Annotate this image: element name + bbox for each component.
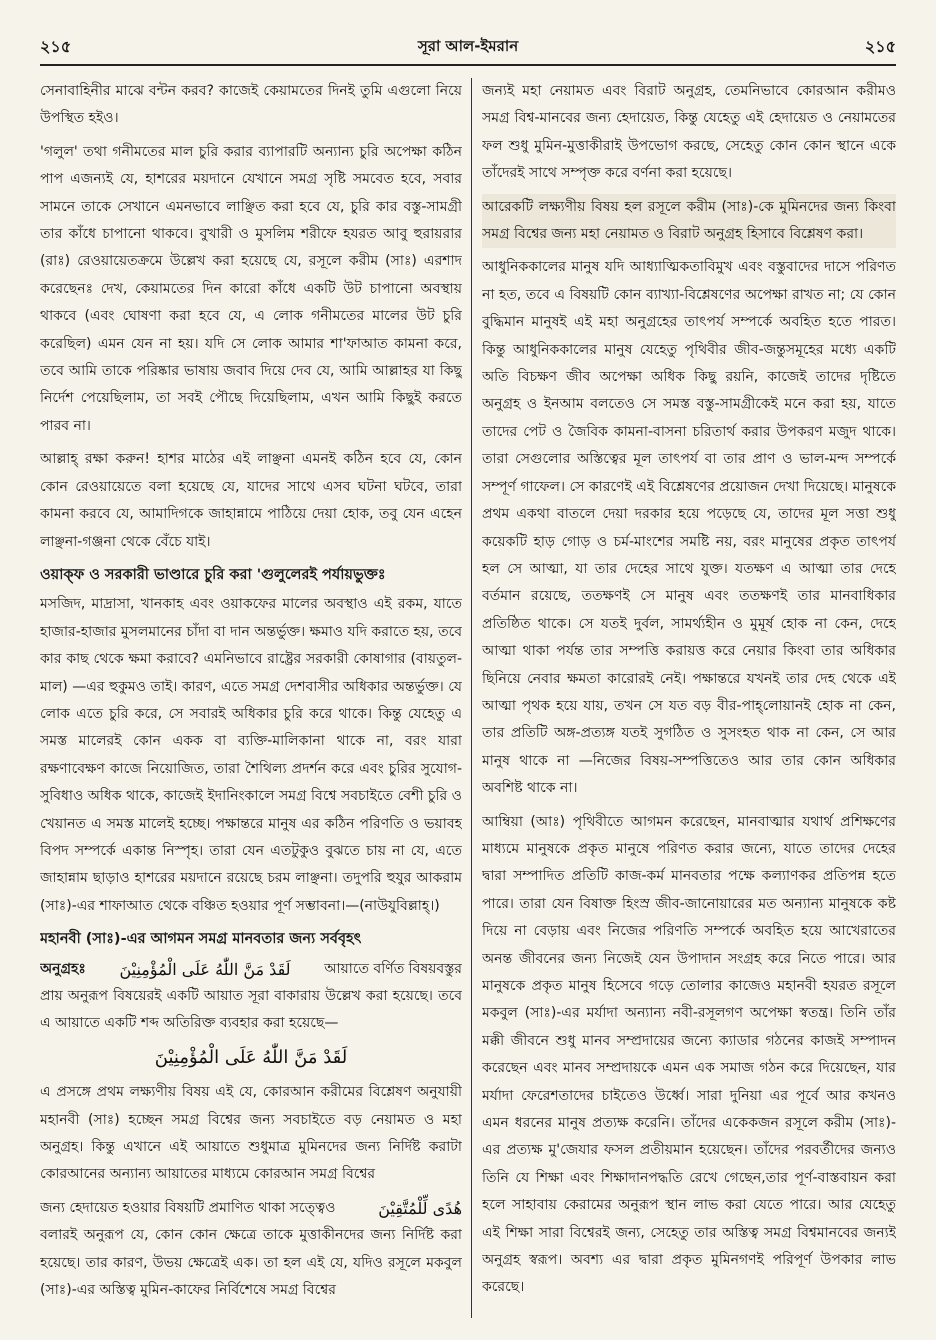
inline-text: জন্য হেদায়েত হওয়ার বিষয়টি প্রমাণিত থাকা সত্ত্বেও xyxy=(40,1199,336,1216)
paragraph: আধুনিককালের মানুষ যদি আধ্যাত্মিকতাবিমুখ এবং বস্তুবাদের দাসে পরিণত না হত, তবে এ বিষয়টি কোন ব্যাখ্যা-বিশ্লেষণের অপেক্ষা রাখত না; যে কোন বুদ্ধিমান মানুষই এই মহা অনুগ্রহের তাৎপর্য সম্পর্কে অবহিত হতে পারত। কিন্তু আধুনিককালের মানুষ যেহেতু পৃথিবীর জীব-জন্তুসমূহের মধ্যে একটি অতি বিচক্ষণ জীব অপেক্ষা অধিক কিছু রয়নি, কাজেই তাদের দৃষ্টিতে অনুগ্রহ ও ইনআম বলতেও সে সমস্ত বস্তু-সামগ্রীকেই মনে করা হয়, যাতে তাদের পেট ও জৈবিক কামনা-বাসনা চরিতার্থ করার উপকরণ মজুদ থাকে। তারা সেগুলোর অস্তিত্বের মূল তাৎপর্য বা তার প্রাণ ও ভাল-মন্দ সম্পর্কে সম্পূর্ণ গাফেল। সে কারণেই এই বিশ্লেষণের প্রয়োজন দেখা দিয়েছে। মানুষকে প্রথম একথা বাতলে দেয়া দরকার হয়ে পড়েছে যে, তাদের মূল সত্তা শুধু কয়েকটি হাড় গোড় ও চর্ম-মাংশের সমষ্টি নয়, বরং মানুষের প্রকৃত তাৎপর্য হল সে আত্মা, যা তার দেহের সাথে যুক্ত। যতক্ষণ এ আত্মা তার দেহে বর্তমান রয়েছে, ততক্ষণই সে মানুষ এবং ততক্ষণই তার মানবাধিকার প্রতিষ্ঠিত থাকে। সে যতই দুর্বল, সামর্থ্যহীন ও মুমূর্ষ হোক না কেন, দেহে আত্মা থাকা পর্যন্ত তার সম্পত্তি করায়ত্ত করে নেয়ার কিংবা তার অধিকার ছিনিয়ে নেবার ক্ষমতা কারোরই নেই। পক্ষান্তরে যখনই তার দেহ থেকে এই আত্মা পৃথক হয়ে যায়, তখন সে যত বড় বীর-পাহ্‌লোয়ানই হোক না কেন, তার প্রতিটি অঙ্গ-প্রত্যঙ্গ যতই সুগঠিত ও সুসংহত থাক না কেন, সে আর মানুষ থাকে না —নিজের বিষয়-সম্পত্তিতেও আর তার কোন অধিকার অবশিষ্ট থাকে না। xyxy=(482,259,896,797)
paragraph: জন্যই মহা নেয়ামত এবং বিরাট অনুগ্রহ, তেমনিভাবে কোরআন করীমও সমগ্র বিশ্ব-মানবের জন্য হেদায়েত, কিন্তু যেহেতু এই হেদায়েত ও নেয়ামতের ফল শুধু মুমিন-মুত্তাকীরাই উপভোগ করছে, সেহেতু কোন কোন স্থানে একে তাঁদেরই সাথে সম্পৃক্ত করে বর্ণনা করা হয়েছে। xyxy=(482,83,896,182)
paragraph: প্রায় অনুরূপ বিষয়েরই একটি আয়াত সূরা বাকারায় উল্লেখ করা হয়েছে। তবে এ আয়াতে একটি শব্দ অতিরিক্ত ব্যবহার করা হয়েছে— xyxy=(40,988,462,1032)
inline-text: আয়াতে বর্ণিত বিষয়বস্তুর xyxy=(324,960,462,977)
arabic-verse: لَقَدْ مَنَّ اللّٰهُ عَلَى الْمُؤْمِنِيْنَ xyxy=(119,959,291,979)
arabic-verse: هُدًى لِّلْمُتَّقِيْنَ xyxy=(378,1198,462,1218)
page-header xyxy=(40,30,896,66)
heading-verse-row xyxy=(40,956,462,983)
verse-inline-row xyxy=(40,1195,462,1222)
paragraph: মসজিদ, মাদ্রাসা, খানকাহ এবং ওয়াকফের মালের অবস্থাও এই রকম, যাতে হাজার-হাজার মুসলমানের চাঁদা বা দান অন্তর্ভুক্ত। ক্ষমাও যদি করাতে হয়, তবে কার কাছ থেকে ক্ষমা করাবে? এমনিভাবে রাষ্ট্রের সরকারী কোষাগার (বায়তুল-মাল) —এর হুকুমও তাই। কারণ, এতে সমগ্র দেশবাসীর অধিকার অন্তর্ভুক্ত। যে লোক এতে চুরি করে, সে সবারই অধিকার চুরি করে থাকে। কিন্তু যেহেতু এ সমস্ত মালেরই কোন একক বা ব্যক্তি-মালিকানা থাকে না, বরং যারা রক্ষণাবেক্ষণ কাজে নিয়োজিত, তারা শৈথিল্য প্রদর্শন করে এবং চুরির সুযোগ-সুবিধাও অধিক থাকে, কাজেই ইদানিংকালে সমগ্র বিশ্বে সবচাইতে বেশী চুরি ও খেয়ানত এ সমস্ত মালেই হচ্ছে। পক্ষান্তরে মানুষ এর কঠিন পরিণতি ও ভয়াবহ বিপদ সম্পর্কে একান্ত নিস্পৃহ। তারা যেন এতটুকুও বুঝতে চায় না যে, এতে জাহান্নাম ছাড়াও হাশরের ময়দানে রয়েছে চরম লাঞ্ছনা। তদুপরি হুযুর আকরাম (সাঃ)-এর শাফাআত থেকে বঞ্চিত হওয়ার পূর্ণ সম্ভাবনা।—(নাউযুবিল্লাহ্।) xyxy=(40,596,462,914)
left-column xyxy=(40,78,462,1318)
surah-title: সূরা আল-ইমরান xyxy=(417,36,519,55)
paragraph: এ প্রসঙ্গে প্রথম লক্ষ্যণীয় বিষয় এই যে, কোরআন করীমের বিশ্লেষণ অনুযায়ী মহানবী (সাঃ) হচ্ছেন সমগ্র বিশ্বের জন্য সবচাইতে বড় নেয়ামত ও মহা অনুগ্রহ। কিন্তু এখানে এই আয়াতে শুধুমাত্র মুমিনদের জন্য নির্দিষ্ট করাটা কোরআনের অন্যান্য আয়াতের মাধ্যমে কোরআন সমগ্র বিশ্বের xyxy=(40,1084,462,1183)
section-heading-cont: অনুগ্রহঃ xyxy=(40,960,86,977)
column-divider xyxy=(471,78,472,1318)
page-number-left: ২১৫ xyxy=(40,36,72,56)
right-column xyxy=(482,78,896,1318)
section-heading: ওয়াক্ফ ও সরকারী ভাণ্ডারে চুরি করা 'গুলুলেরই পর্যায়ভুক্তঃ xyxy=(40,566,386,583)
paragraph: বলারই অনুরূপ যে, কোন কোন ক্ষেত্রে তাকে মুত্তাকীনদের জন্য নির্দিষ্ট করা হয়েছে। তার কারণ, উভয় ক্ষেত্রেই এক। তা হল এই যে, যদিও রসূলে মকবুল (সাঃ)-এর অস্তিত্ব মুমিন-কাফের নির্বিশেষে সমগ্র বিশ্বের xyxy=(40,1227,462,1299)
paragraph: আম্বিয়া (আঃ) পৃথিবীতে আগমন করেছেন, মানবাত্মার যথার্থ প্রশিক্ষণের মাধ্যমে মানুষকে প্রকৃত মানুষে পরিণত করার জন্যে, যাতে তাদের দেহের দ্বারা সম্পাদিত প্রতিটি কাজ-কর্ম মানবতার পক্ষে কল্যাণকর প্রতিপন্ন হতে পারে। তারা যেন বিষাক্ত হিংস্র জীব-জানোয়ারের মত অন্যান্য মানুষকে কষ্ট দিয়ে না বেড়ায় এবং নিজের পরিণতি সম্পর্কে অবহিত হয়ে আখেরাতের অনন্ত জীবনের জন্য নিজেই যেন উপাদান সংগ্রহ করে নিতে পারে। আর মানুষকে প্রকৃত মানুষ হিসেবে গড়ে তোলার কাজেও মহানবী হযরত রসূলে মকবুল (সাঃ)-এর মর্যাদা অন্যান্য নবী-রসূলগণ অপেক্ষা স্বতন্ত্র। তিনি তাঁর মক্কী জীবনে শুধু মানব সম্প্রদায়ের জন্যে ক্যাডার গঠনের কাজই সম্পাদন করেছেন এবং মানব সম্প্রদায়কে এমন এক সমাজ গঠন করে দিয়েছেন, যার মর্যাদা ফেরেশতাদের চাইতেও উর্ধ্বে। সারা দুনিয়া এর পূর্বে আর কখনও এমন ধরনের মানুষ প্রত্যক্ষ করেনি। তাঁদের একেকজন রসূলে করীম (সাঃ)-এর প্রত্যক্ষ মু'জেযার ফসল প্রতীয়মান হয়েছেন। তাঁদের পরবর্তীদের জন্যও তিনি যে শিক্ষা এবং শিক্ষাদানপদ্ধতি রেখে গেছেন,তার পূর্ণ-বাস্তবায়ন করা হলে সাহাবায় কেরামের অনুরূপ স্থান লাভ করা যেতে পারে। আর যেহেতু এই শিক্ষা সারা বিশ্বেরই জন্য, সেহেতু তার অস্তিত্ব সমগ্র বিশ্বমানবের জন্যই অনুগ্রহ স্বরূপ। অবশ্য এর দ্বারা প্রকৃত মুমিনগণই পরিপূর্ণ উপকার লাভ করেছে। xyxy=(482,813,896,1296)
page-number-right: ২১৫ xyxy=(864,36,896,56)
paragraph: সেনাবাহিনীর মাঝে বন্টন করব? কাজেই কেয়ামতের দিনই তুমি এগুলো নিয়ে উপস্থিত হইও। xyxy=(40,83,462,127)
paragraph: 'গলুল' তথা গনীমতের মাল চুরি করার ব্যাপারটি অন্যান্য চুরি অপেক্ষা কঠিন পাপ এজন্যই যে, হাশরের ময়দানে যেখানে সমগ্র সৃষ্টি সমবেত হবে, সবার সামনে তাকে সেখানে এমনভাবে লাঞ্ছিত করা হবে যে, চুরি কার বস্তু-সামগ্রী তার কাঁধে চাপানো থাকবে। বুখারী ও মুসলিম শরীফে হযরত আবু হুরায়রার (রাঃ) রেওয়ায়েতক্রমে উল্লেখ করা হয়েছে যে, রসূলে করীম (সাঃ) এরশাদ করেছেনঃ দেখ, কেয়ামতের দিন কারো কাঁধে একটি উট চাপানো অবস্থায় থাকবে (এবং ঘোষণা করা হবে যে, এ লোক গনীমতের মালের উট চুরি করেছিল) এমন যেন না হয়। যদি সে লোক আমার শা'ফাআত কামনা করে, তবে আমি তাকে পরিষ্কার ভাষায় জবাব দিয়ে দেব যে, আমি আল্লাহর যা কিছু নির্দেশ পেয়েছিলাম, তা সবই পৌছে দিয়েছিলাম, এখন আমি কিছুই করতে পারব না। xyxy=(40,143,462,434)
paragraph: আল্লাহ্ রক্ষা করুন! হাশর মাঠের এই লাঞ্ছনা এমনই কঠিন হবে যে, কোন কোন রেওয়ায়েতে বলা হয়েছে যে, যাদের সাথে এসব ঘটনা ঘটবে, তারা কামনা করবে যে, আমাদিগকে জাহান্নামে পাঠিয়ে দেয়া হোক, তবু যেন এহেন লাঞ্ছনা-গঞ্জনা থেকে বেঁচে যাই। xyxy=(40,451,462,550)
arabic-verse-centered: لَقَدْ مَنَّ اللّٰهُ عَلَى الْمُؤْمِنِيْنَ xyxy=(154,1046,348,1068)
paragraph: আরেকটি লক্ষ্যণীয় বিষয় হল রসূলে করীম (সাঃ)-কে মুমিনদের জন্য কিংবা সমগ্র বিশ্বের জন্য মহা নেয়ামত ও বিরাট অনুগ্রহ হিসাবে বিশ্লেষণ করা। xyxy=(482,194,896,249)
section-heading: মহানবী (সাঃ)-এর আগমন সমগ্র মানবতার জন্য সর্ববৃহৎ xyxy=(40,931,362,948)
